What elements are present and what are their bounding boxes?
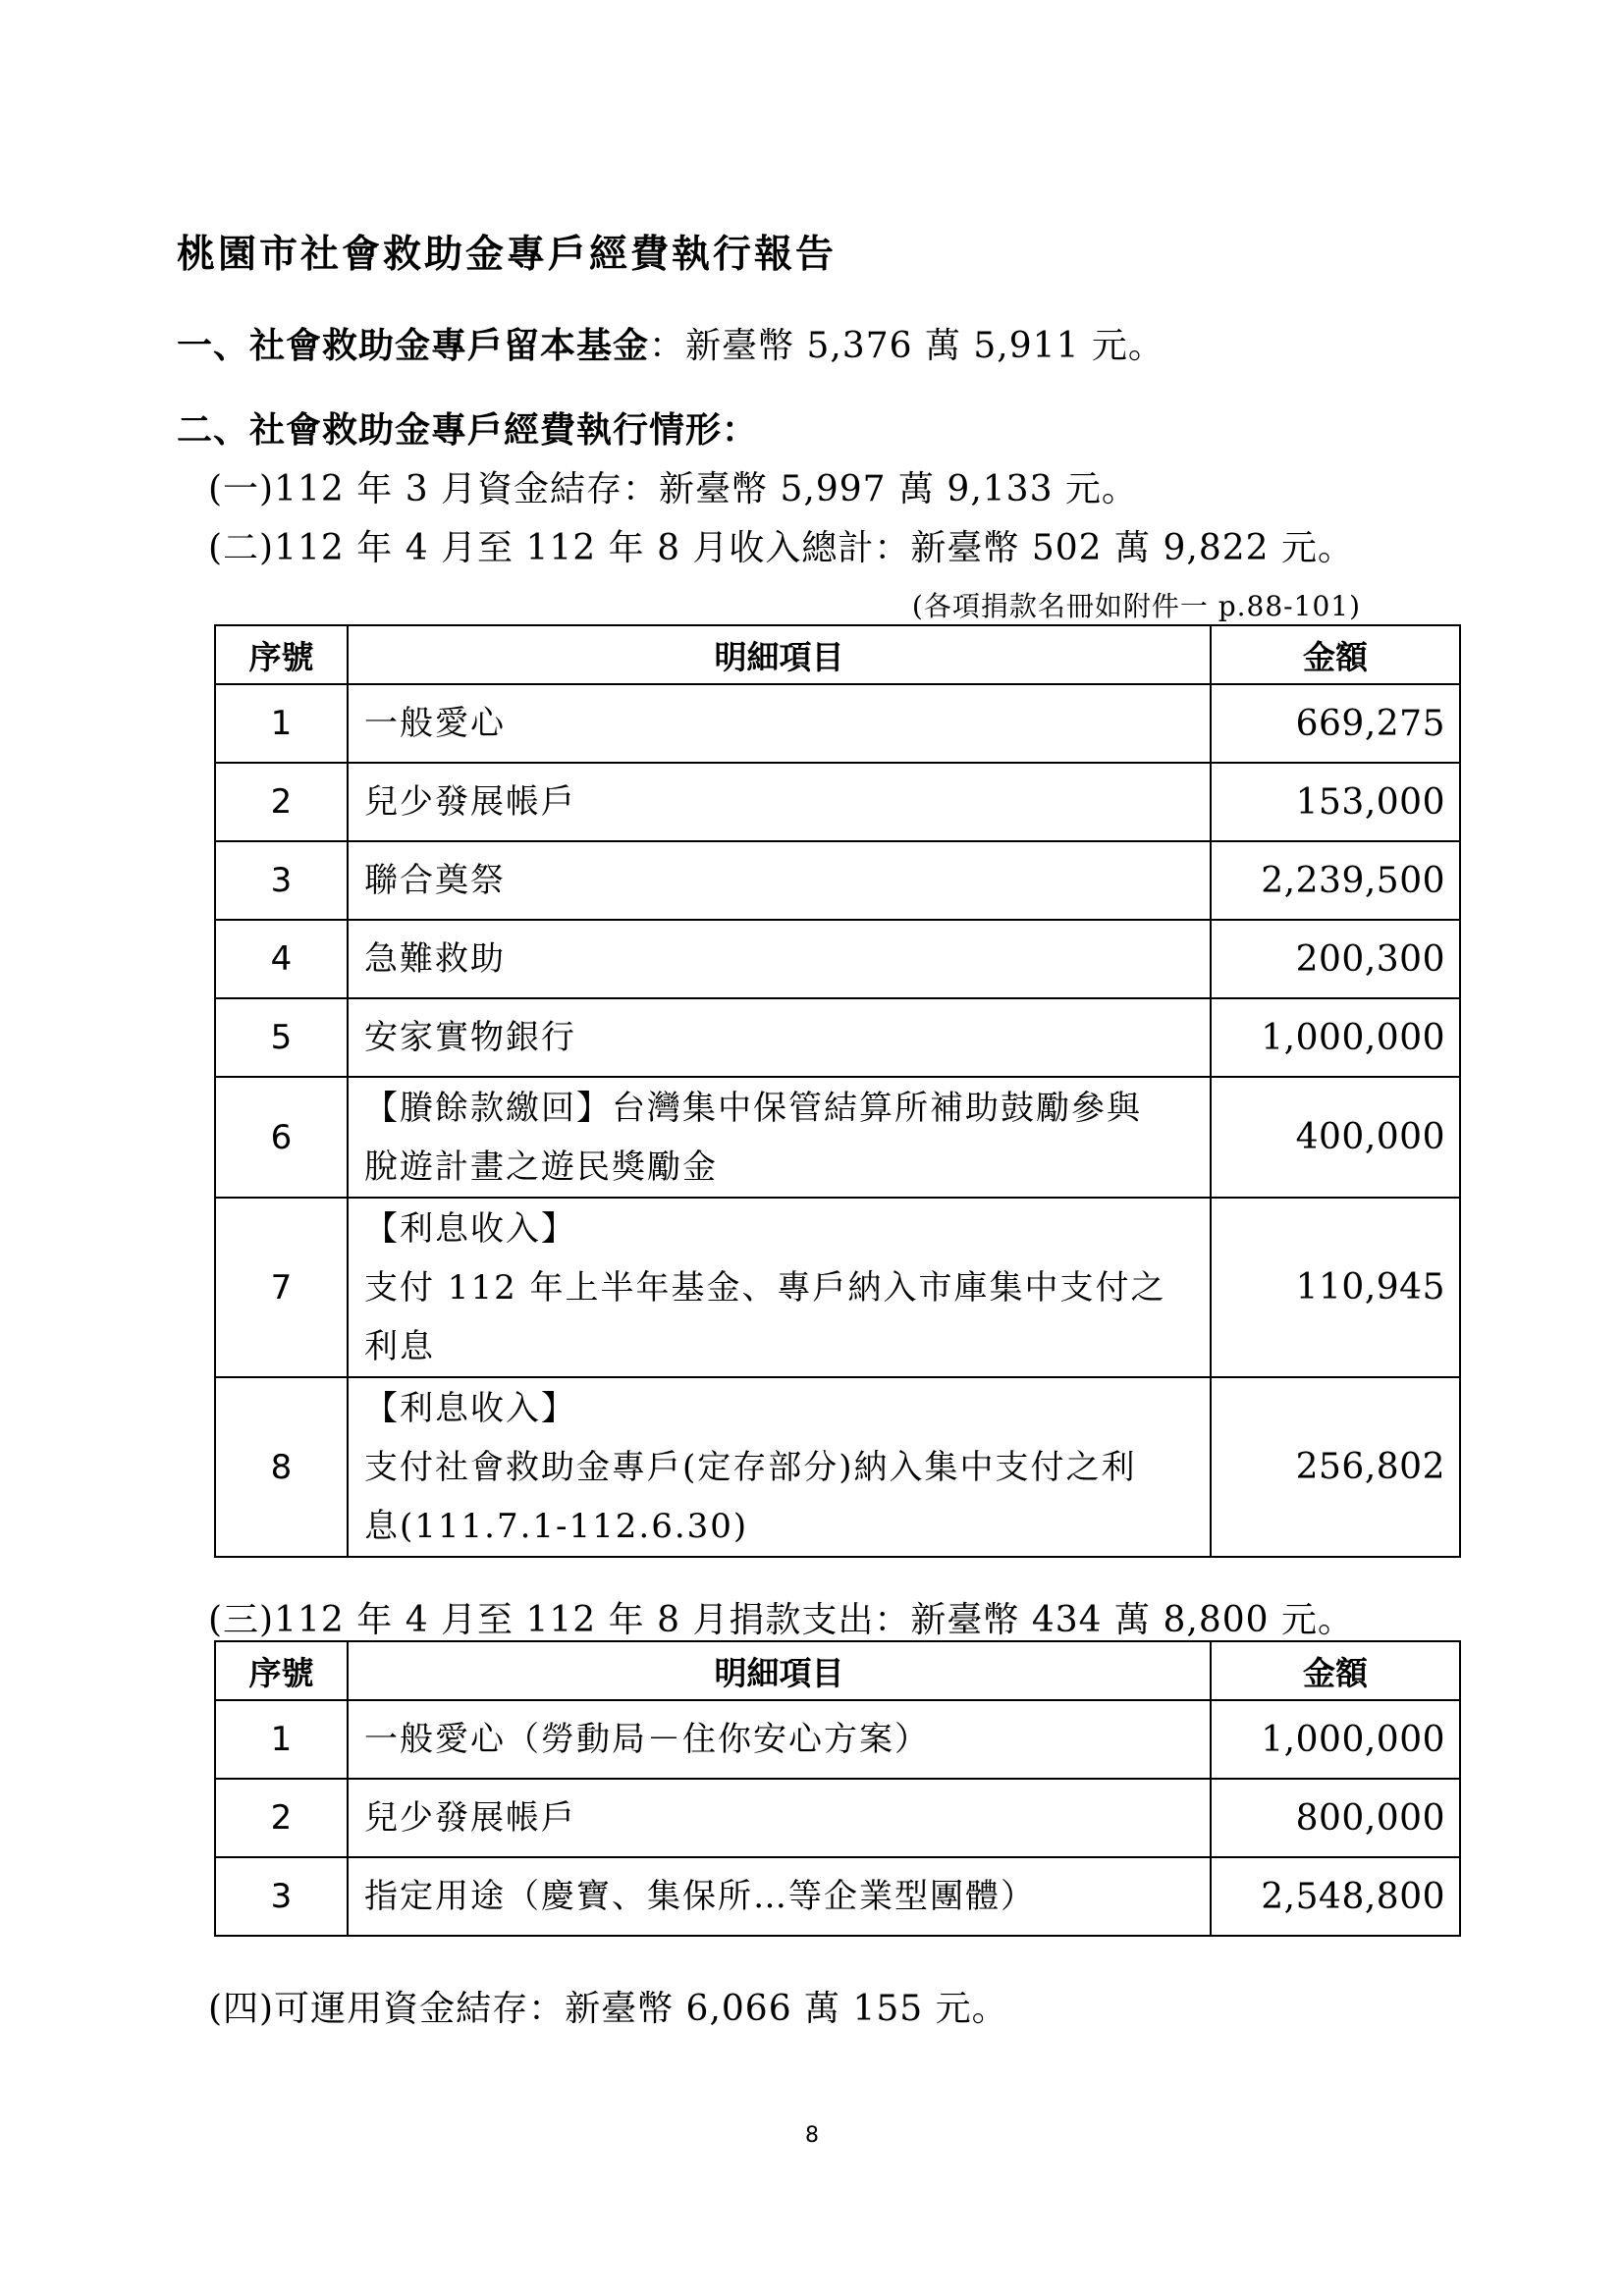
row-amount: 1,000,000 [1211, 1700, 1460, 1779]
table-row [215, 684, 1460, 763]
row-serial: 6 [215, 1077, 348, 1198]
row-item-line: 支付 112 年上半年基金、專戶納入市庫集中支付之 [364, 1267, 1166, 1308]
row-amount: 669,275 [1211, 684, 1460, 763]
row-item [348, 998, 1211, 1077]
row-amount: 153,000 [1211, 763, 1460, 841]
expense-table-header [215, 1641, 1460, 1700]
section-2-item-1: (一)112 年 3 月資金結存：新臺幣 5,997 萬 9,133 元。 [208, 469, 1138, 509]
row-serial: 1 [215, 684, 348, 763]
row-item-line: 聯合奠祭 [364, 861, 506, 900]
row-item [348, 1077, 1211, 1198]
table-row [215, 1779, 1460, 1857]
row-item-line: 【利息收入】 [364, 1388, 576, 1428]
row-item [348, 841, 1211, 920]
row-item-line: 支付社會救助金專戶(定存部分)納入集中支付之利 [364, 1447, 1137, 1487]
row-item [348, 1198, 1211, 1377]
expense-table [214, 1640, 1461, 1937]
row-item-line: 急難救助 [364, 939, 506, 979]
row-item [348, 1857, 1211, 1936]
row-item-line: 【利息收入】 [364, 1208, 576, 1249]
table-row [215, 1077, 1460, 1198]
section-2-item-2: (二)112 年 4 月至 112 年 8 月收入總計：新臺幣 502 萬 9,822 元。 [208, 528, 1354, 568]
row-amount: 400,000 [1211, 1077, 1460, 1198]
header-serial: 序號 [215, 1641, 348, 1700]
row-item [348, 1700, 1211, 1779]
row-item-line: 指定用途（慶寶、集保所…等企業型團體） [364, 1877, 1036, 1916]
attachment-note: (各項捐款名冊如附件一 p.88-101) [911, 590, 1361, 622]
row-item-line: 脫遊計畫之遊民獎勵金 [364, 1147, 718, 1187]
header-amount: 金額 [1211, 625, 1460, 684]
row-item-line: 利息 [364, 1326, 435, 1366]
row-amount: 800,000 [1211, 1779, 1460, 1857]
table-row [215, 1198, 1460, 1377]
section-2-item-4: (四)可運用資金結存：新臺幣 6,066 萬 155 元。 [208, 1989, 1008, 2029]
row-serial: 2 [215, 763, 348, 841]
section-2-item-3: (三)112 年 4 月至 112 年 8 月捐款支出：新臺幣 434 萬 8,800 元。 [208, 1600, 1354, 1640]
header-amount: 金額 [1211, 1641, 1460, 1700]
row-item-line: 息(111.7.1-112.6.30) [364, 1506, 749, 1546]
row-item [348, 920, 1211, 998]
row-item-line: 一般愛心 [364, 704, 506, 743]
row-item [348, 1377, 1211, 1557]
section-1-text: ：新臺幣 5,376 萬 5,911 元。 [649, 326, 1164, 366]
expense-table-body [215, 1700, 1460, 1936]
row-item-line: 兒少發展帳戶 [364, 782, 576, 822]
income-table-body [215, 684, 1460, 1557]
row-serial: 3 [215, 841, 348, 920]
section-1-label: 一、社會救助金專戶留本基金 [177, 325, 650, 366]
row-amount: 2,548,800 [1211, 1857, 1460, 1936]
income-table [214, 624, 1461, 1558]
table-row [215, 841, 1460, 920]
income-table-header [215, 625, 1460, 684]
page-number: 8 [805, 2123, 819, 2148]
row-item-line: 【賸餘款繳回】台灣集中保管結算所補助鼓勵參與 [364, 1088, 1142, 1128]
row-serial: 4 [215, 920, 348, 998]
row-serial: 7 [215, 1198, 348, 1377]
row-serial: 1 [215, 1700, 348, 1779]
section-1 [177, 318, 1164, 368]
row-item [348, 763, 1211, 841]
row-item [348, 684, 1211, 763]
header-item: 明細項目 [348, 625, 1211, 684]
row-amount: 200,300 [1211, 920, 1460, 998]
row-amount: 256,802 [1211, 1377, 1460, 1557]
row-amount: 110,945 [1211, 1198, 1460, 1377]
header-item: 明細項目 [348, 1641, 1211, 1700]
row-item-line: 兒少發展帳戶 [364, 1798, 576, 1838]
row-item-line: 安家實物銀行 [364, 1018, 576, 1057]
row-amount: 1,000,000 [1211, 998, 1460, 1077]
table-row [215, 998, 1460, 1077]
row-serial: 8 [215, 1377, 348, 1557]
row-item-line: 一般愛心（勞動局－住你安心方案） [364, 1720, 930, 1759]
table-row [215, 1700, 1460, 1779]
table-row [215, 1857, 1460, 1936]
row-serial: 2 [215, 1779, 348, 1857]
header-serial: 序號 [215, 625, 348, 684]
row-item [348, 1779, 1211, 1857]
page-title: 桃園市社會救助金專戶經費執行報告 [177, 232, 838, 277]
row-amount: 2,239,500 [1211, 841, 1460, 920]
table-row [215, 1377, 1460, 1557]
row-serial: 3 [215, 1857, 348, 1936]
section-2-heading: 二、社會救助金專戶經費執行情形： [177, 409, 759, 451]
table-row [215, 920, 1460, 998]
row-serial: 5 [215, 998, 348, 1077]
table-row [215, 763, 1460, 841]
